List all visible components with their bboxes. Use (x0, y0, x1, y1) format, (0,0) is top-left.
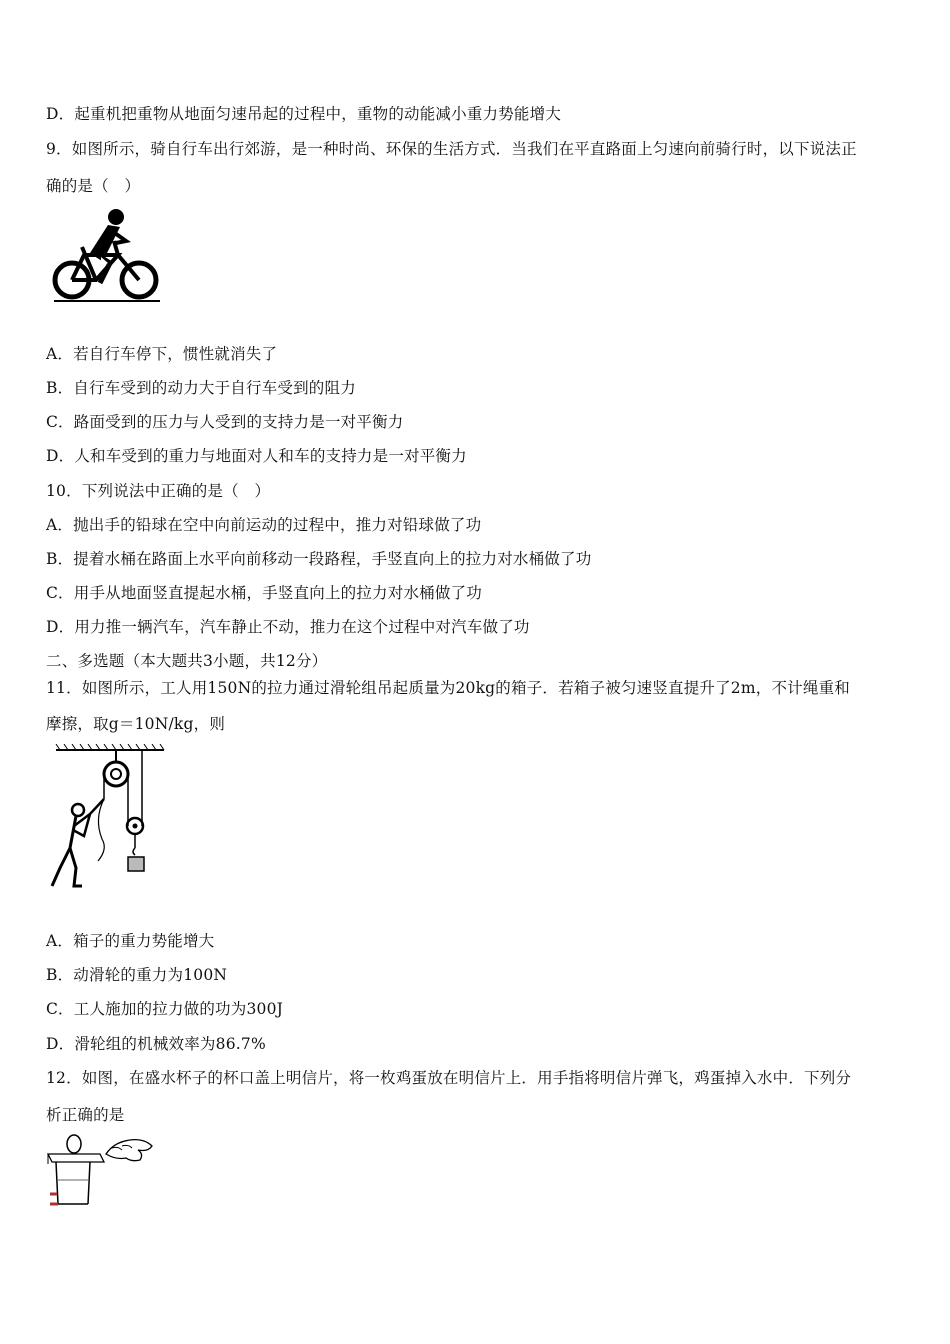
q9-option-d: D．人和车受到的重力与地面对人和车的支持力是一对平衡力 (46, 447, 467, 465)
q11-option-a: A．箱子的重力势能增大 (46, 932, 215, 950)
q10-option-b: B．提着水桶在路面上水平向前移动一段路程，手竖直向上的拉力对水桶做了功 (46, 550, 592, 568)
cyclist-figure (48, 207, 164, 305)
q12-stem-line2: 析正确的是 (46, 1106, 125, 1124)
q10-option-c: C．用手从地面竖直提起水桶，手竖直向上的拉力对水桶做了功 (46, 584, 482, 602)
q11-stem-line1: 11．如图所示，工人用150N的拉力通过滑轮组吊起质量为20kg的箱子．若箱子被匀速竖直提升了2m，不计绳重和 (46, 679, 850, 697)
pulley-figure (46, 744, 174, 894)
q10-option-a: A．抛出手的铅球在空中向前运动的过程中，推力对铅球做了功 (46, 516, 482, 534)
q11-option-d: D．滑轮组的机械效率为86.7% (46, 1035, 266, 1053)
q9-stem-line2: 确的是（ ） (46, 177, 141, 195)
q11-option-b: B．动滑轮的重力为100N (46, 966, 228, 984)
q12-stem-line1: 12．如图，在盛水杯子的杯口盖上明信片，将一枚鸡蛋放在明信片上．用手指将明信片弹飞，鸡蛋掉入水中．下列分 (46, 1069, 852, 1087)
q9-option-a: A．若自行车停下，惯性就消失了 (46, 345, 278, 363)
q10-option-d: D．用力推一辆汽车，汽车静止不动，推力在这个过程中对汽车做了功 (46, 618, 530, 636)
egg-cup-figure (44, 1132, 156, 1210)
q9-stem-line1: 9．如图所示，骑自行车出行郊游，是一种时尚、环保的生活方式．当我们在平直路面上匀速向前骑行时，以下说法正 (46, 140, 857, 158)
q10-stem: 10．下列说法中正确的是（ ） (46, 482, 271, 500)
q11-stem-line2: 摩擦，取g＝10N/kg，则 (46, 715, 226, 733)
section-heading: 二、多选题（本大题共3小题，共12分） (46, 652, 328, 670)
q8-option-d: D．起重机把重物从地面匀速吊起的过程中，重物的动能减小重力势能增大 (46, 105, 562, 123)
q11-option-c: C．工人施加的拉力做的功为300J (46, 1000, 284, 1018)
q9-option-c: C．路面受到的压力与人受到的支持力是一对平衡力 (46, 413, 404, 431)
q9-option-b: B．自行车受到的动力大于自行车受到的阻力 (46, 379, 356, 397)
